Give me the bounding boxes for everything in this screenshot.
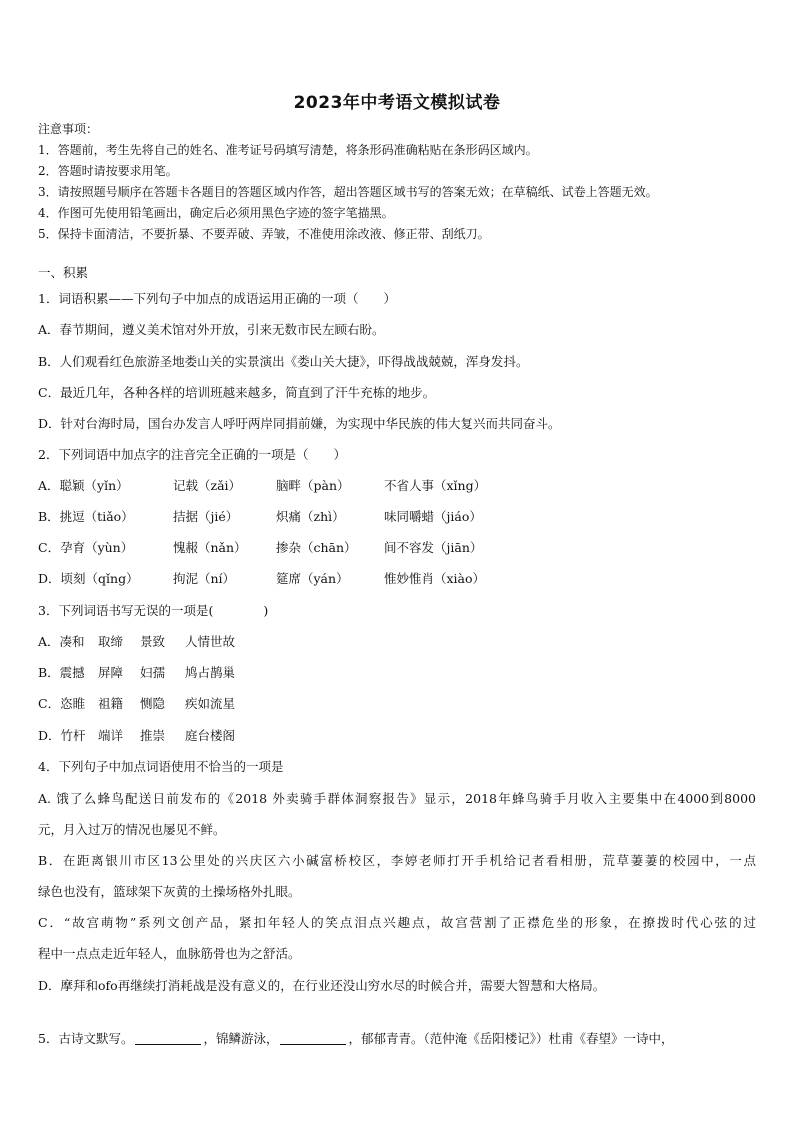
option-part: 妇孺 (140, 665, 166, 680)
question-4-option-b-line2: 绿色也没有，篮球架下灰黄的土操场格外扎眼。 (38, 884, 301, 899)
option-part: 愧赧（nǎn） (173, 540, 247, 555)
section-heading: 一、积累 (38, 265, 89, 280)
question-2-option-a (38, 477, 486, 495)
option-part: 疾如流星 (185, 696, 236, 711)
option-part: 脑畔（pàn） (276, 478, 350, 493)
option-part: 拮据（jié） (173, 509, 239, 524)
notice-item: 1．答题前，考生先将自己的姓名、准考证号码填写清楚，将条形码准确粘贴在条形码区域内。 (38, 143, 538, 157)
question-4-option-d: D．摩拜和ofo再继续打消耗战是没有意义的，在行业还没山穷水尽的时候合并，需要大智慧和大格局。 (38, 978, 606, 993)
question-5-text: ，郁郁青青。（范仲淹《岳阳楼记》）杜甫《春望》一诗中， (348, 1031, 674, 1046)
option-part: 间不容发（jiān） (384, 540, 483, 555)
notice-item: 2．答题时请按要求用笔。 (38, 164, 178, 178)
option-part: 恻隐 (140, 696, 166, 711)
option-part: 味同嚼蜡（jiáo） (384, 509, 482, 524)
question-5-text: ，锦鳞游泳， (203, 1031, 279, 1046)
option-part: 祖籍 (98, 696, 124, 711)
option-part: 庭台楼阁 (185, 728, 236, 743)
question-4-option-b-line1: B．在距离银川市区13公里处的兴庆区六小碱富桥校区，李婷老师打开手机给记者看相册，荒草萋萋的校园中，一点 (38, 853, 756, 868)
option-part: 记载（zǎi） (173, 478, 242, 493)
question-5-text: 5．古诗文默写。 (38, 1031, 134, 1046)
option-part: 屏障 (98, 665, 124, 680)
notice-item: 3．请按照题号顺序在答题卡各题目的答题区域内作答，超出答题区域书写的答案无效；在草稿纸、试卷上答题无效。 (38, 185, 658, 199)
question-1-option-d: D．针对台海时局，国台办发言人呼吁两岸同捐前嫌，为实现中华民族的伟大复兴而共同奋斗。 (38, 416, 561, 431)
question-5-stem (38, 1030, 674, 1048)
option-part: A．聪颖（yǐn） (38, 478, 129, 493)
question-2-stem: 2．下列词语中加点字的注音完全正确的一项是（ ） (38, 447, 346, 462)
option-part: B．挑逗（tiǎo） (38, 509, 134, 524)
notice-item: 4．作图可先使用铅笔画出，确定后必须用黑色字迹的签字笔描黑。 (38, 206, 394, 220)
option-part: D．顷刻（qǐng） (38, 571, 139, 586)
notice-item: 5．保持卡面清洁，不要折暴、不要弄破、弄皱，不准使用涂改液、修正带、刮纸刀。 (38, 227, 490, 241)
option-part: 人情世故 (185, 634, 236, 649)
question-2-option-d (38, 570, 485, 588)
fill-blank[interactable] (135, 1031, 201, 1045)
option-part: B．震撼 (38, 665, 85, 680)
question-1-stem: 1．词语积累——下列句子中加点的成语运用正确的一项（ ） (38, 291, 396, 306)
option-part: A．凑和 (38, 634, 85, 649)
option-part: 筵席（yán） (276, 571, 349, 586)
option-part: 推崇 (140, 728, 166, 743)
question-2-option-b (38, 508, 482, 526)
option-part: 鸠占鹊巢 (185, 665, 236, 680)
option-part: 拘泥（ní） (173, 571, 236, 586)
question-4-option-a-line2: 元，月入过万的情况也屡见不鲜。 (38, 822, 226, 837)
option-part: 取缔 (98, 634, 124, 649)
question-1-option-b: B．人们观看红色旅游圣地娄山关的实景演出《娄山关大捷》，吓得战战兢兢，浑身发抖。 (38, 354, 529, 369)
option-part: C．孕育（yùn） (38, 540, 134, 555)
question-4-option-c-line1: C．“故宫萌物”系列文创产品，紧扣年轻人的笑点泪点兴趣点，故宫营割了正襟危坐的形象，在撩拨时代心弦的过 (38, 915, 756, 930)
option-part: D．竹杆 (38, 728, 86, 743)
fill-blank[interactable] (280, 1031, 346, 1045)
page-title: 2023年中考语文模拟试卷 (293, 93, 501, 113)
question-3-option-a (38, 633, 235, 651)
option-part: C．恣睢 (38, 696, 86, 711)
question-2-option-c (38, 539, 482, 557)
question-3-option-b (38, 664, 235, 682)
question-3-option-c (38, 695, 235, 713)
option-part: 惟妙惟肖（xiào） (384, 571, 486, 586)
question-1-option-a: A．春节期间，遵义美术馆对外开放，引来无数市民左顾右盼。 (38, 322, 385, 337)
question-3-stem: 3．下列词语书写无误的一项是( ) (38, 603, 269, 618)
question-4-stem: 4．下列句子中加点词语使用不恰当的一项是 (38, 759, 284, 774)
option-part: 端详 (98, 728, 124, 743)
question-3-option-d (38, 727, 235, 745)
option-part: 掺杂（chān） (276, 540, 357, 555)
question-4-option-c-line2: 程中一点点走近年轻人，血脉筋骨也为之舒活。 (38, 946, 301, 961)
option-part: 不省人事（xǐng） (384, 478, 487, 493)
option-part: 炽痛（zhì） (276, 509, 345, 524)
question-1-option-c: C．最近几年，各种各样的培训班越来越多，简直到了汗牛充栋的地步。 (38, 385, 436, 400)
notice-heading: 注意事项： (38, 122, 99, 136)
question-4-option-a-line1: A. 饿了么蜂鸟配送日前发布的《2018 外卖骑手群体洞察报告》显示，2018年蜂鸟骑手月收入主要集中在4000到8000 (38, 791, 756, 806)
option-part: 景致 (140, 634, 166, 649)
